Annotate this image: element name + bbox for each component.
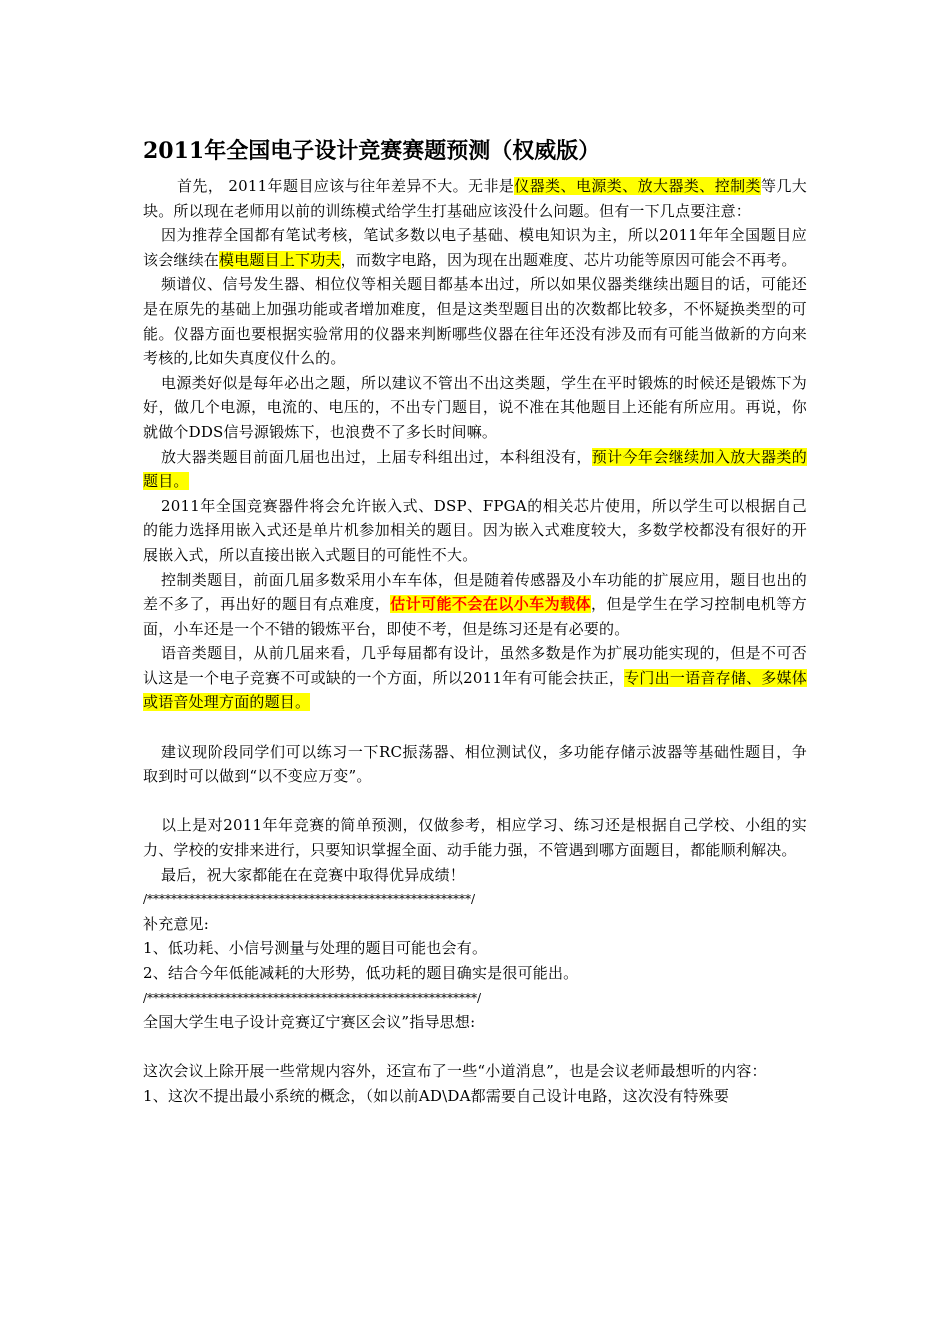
document-body xyxy=(143,174,807,1109)
red-highlighted-text: 估计可能不会在以小车为载体 xyxy=(390,595,591,614)
text-run: 语音类题目，从前几届来看，几乎每届都有设计，虽然多数是作为扩展功能实现的，但是不可否认这是一个电子竞赛不可或缺的一个方面，所以2011年有可能会扶正， xyxy=(143,644,807,687)
text-run: 放大器类题目前面几届也出过，上届专科组出过，本科组没有， xyxy=(161,447,592,466)
paragraph-closing: 最后，祝大家都能在在竞赛中取得优异成绩！ xyxy=(161,865,466,884)
paragraph-control xyxy=(143,568,807,642)
paragraph-power: 电源类好似是每年必出之题，所以建议不管出不出这类题，学生在平时锻炼的时候还是锻炼下为好，做几个电源，电流的、电压的，不出专门题目，说不准在其他题目上还能有所应用。再说，你就做个DDS信号源锻炼下，也浪费不了多长时间嘛。 xyxy=(143,373,807,441)
supplement-item-2: 2、结合今年低能减耗的大形势，低功耗的题目确实是很可能出。 xyxy=(143,964,579,982)
separator-line: /*******************************************************/ xyxy=(143,990,482,1005)
supplement-title: 补充意见: xyxy=(143,914,210,933)
highlighted-text: 仪器类、电源类、放大器类、控制类 xyxy=(514,177,761,195)
highlighted-text: 专门出一语音存储、多媒体或语音处理方面的题目。 xyxy=(143,668,807,712)
meeting-item-1: 1、这次不提出最小系统的概念，（如以前AD\DA都需要自己设计电路，这次没有特殊要 xyxy=(143,1086,730,1105)
blank-line xyxy=(143,789,807,814)
paragraph-intro xyxy=(143,174,807,223)
paragraph-voice xyxy=(143,641,807,715)
text-run: 控制类题目，前面几届多数采用小车车体，但是随着传感器及小车功能的扩展应用，题目也出的差不多了，再出好的题目有点难度， xyxy=(143,570,807,614)
paragraph-suggestion: 建议现阶段同学们可以练习一下RC振荡器、相位测试仪，多功能存储示波器等基础性题目，争取到时可以做到“以不变应万变”。 xyxy=(143,742,807,786)
separator-line: /******************************************************/ xyxy=(143,892,476,907)
document-title: 2011年全国电子设计竞赛赛题预测（权威版） xyxy=(143,138,601,164)
text-run: ，但是学生在学习控制电机等方面，小车还是一个不错的锻炼平台，即使不考，但是练习还是有必要的。 xyxy=(143,595,807,638)
paragraph-instruments: 频谱仪、信号发生器、相位仪等相关题目都基本出过，所以如果仪器类继续出题目的话，可能还是在原先的基础上加强功能或者增加难度，但是这类型题目出的次数都比较多，不怀疑换类型的可能。仪器方面也要根据实验常用的仪器来判断哪些仪器在往年还没有涉及而有可能当做新的方向来考核的,比如失真度仪什么的。 xyxy=(143,275,807,368)
paragraph-embedded: 2011年全国竞赛器件将会允许嵌入式、DSP、FPGA的相关芯片使用，所以学生可以根据自己的能力选择用嵌入式还是单片机参加相关的题目。因为嵌入式难度较大，多数学校都没有很好的开展嵌入式，所以直接出嵌入式题目的可能性不大。 xyxy=(143,496,807,564)
text-run: ，而数字电路，因为现在出题难度、芯片功能等原因可能会不再考。 xyxy=(340,250,797,269)
meeting-paragraph: 这次会议上除开展一些常规内容外，还宣布了一些“小道消息”，也是会议老师最想听的内容： xyxy=(143,1062,767,1081)
blank-line xyxy=(143,715,807,740)
text-run: 首先， 2011年题目应该与往年差异不大。无非是 xyxy=(177,177,515,195)
paragraph-amplifier xyxy=(143,445,807,494)
highlighted-text: 模电题目上下功夫 xyxy=(219,250,341,269)
paragraph-summary: 以上是对2011年年竞赛的简单预测，仅做参考，相应学习、练习还是根据自己学校、小组的实力、学校的安排来进行，只要知识掌握全面、动手能力强，不管遇到哪方面题目，都能顺利解决。 xyxy=(143,816,807,860)
supplement-item-1: 1、低功耗、小信号测量与处理的题目可能也会有。 xyxy=(143,939,488,958)
meeting-title: 全国大学生电子设计竞赛辽宁赛区会议”指导思想: xyxy=(143,1013,476,1032)
paragraph-written-exam xyxy=(143,223,807,272)
text-run: 等几大块。所以现在老师用以前的训练模式给学生打基础应该没什么问题。但有一下几点要注意： xyxy=(143,177,808,220)
text-run: 因为推荐全国都有笔试考核，笔试多数以电子基础、模电知识为主，所以2011年年全国题目应该会继续在 xyxy=(143,226,807,269)
blank-line xyxy=(143,1035,807,1060)
highlighted-text: 预计今年会继续加入放大器类的题目。 xyxy=(143,447,807,491)
